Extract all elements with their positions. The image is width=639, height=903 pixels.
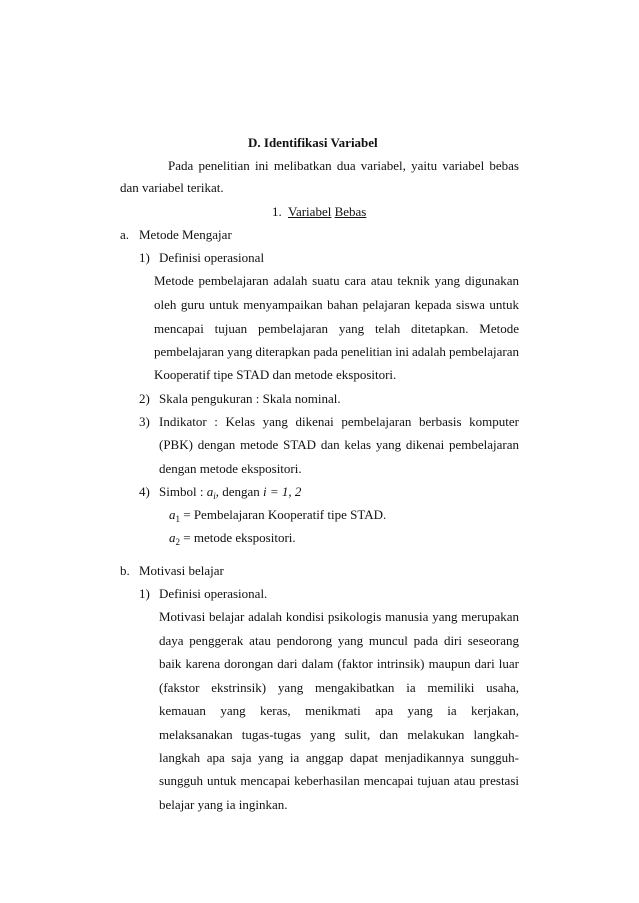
item-a2-text: Skala pengukuran : Skala nominal. xyxy=(159,391,341,406)
item-a1-line-1: Metode pembelajaran adalah suatu cara atau teknik yang digunakan xyxy=(154,273,519,288)
item-b1-line-6: melaksanakan tugas-tugas yang sulit, dan melakukan langkah- xyxy=(159,727,519,742)
item-b1-line-9: belajar yang ia inginkan. xyxy=(159,797,288,812)
item-a2-label: 2) xyxy=(139,391,150,406)
symbol-variable: a xyxy=(206,484,214,499)
item-a4-text xyxy=(159,484,301,500)
item-a1-line-5: Kooperatif tipe STAD dan metode ekspositori. xyxy=(154,367,397,382)
subsection-number: 1. xyxy=(272,204,282,219)
item-b1-line-7: langkah apa saja yang ia anggap dapat menjadikannya sungguh- xyxy=(159,750,519,765)
item-b1-title: Definisi operasional. xyxy=(159,586,268,601)
symbol-middle: , dengan xyxy=(215,484,263,499)
item-a3-line-2: (PBK) dengan metode STAD dan kelas yang dikenai pembelajaran xyxy=(159,437,519,452)
item-b-title: Motivasi belajar xyxy=(139,563,224,578)
subsection-title-word-2: Bebas xyxy=(334,204,367,219)
symbol-a2-var: a xyxy=(169,530,176,545)
item-a-title: Metode Mengajar xyxy=(139,227,232,242)
symbol-a2-line xyxy=(169,530,296,546)
item-a4-label: 4) xyxy=(139,484,150,499)
item-a3-label: 3) xyxy=(139,414,150,429)
symbol-a2-text: = metode ekspositori. xyxy=(180,530,296,545)
symbol-subscript: i xyxy=(213,491,216,501)
item-b1-line-1: Motivasi belajar adalah kondisi psikologis manusia yang merupakan xyxy=(159,609,519,624)
item-a1-label: 1) xyxy=(139,250,150,265)
item-b1-line-4: (fakstor ekstrinsik) yang mengakibatkan ia memiliki usaha, xyxy=(159,680,519,695)
symbol-index-expr: i = 1, 2 xyxy=(263,484,302,499)
symbol-a1-sub: 1 xyxy=(175,514,180,524)
symbol-a1-text: = Pembelajaran Kooperatif tipe STAD. xyxy=(180,507,387,522)
subsection-title-word-1: Variabel xyxy=(288,204,332,219)
subsection-title xyxy=(272,204,366,220)
item-a3-line-1: Indikator : Kelas yang dikenai pembelajaran berbasis komputer xyxy=(159,414,519,429)
item-a1-line-2: oleh guru untuk menyampaikan bahan pelajaran kepada siswa untuk xyxy=(154,297,519,312)
item-b-label: b. xyxy=(120,563,130,578)
item-b1-line-5: kemauan yang keras, menikmati apa yang ia kerjakan, xyxy=(159,703,519,718)
symbol-a1-line xyxy=(169,507,386,523)
item-a1-line-3: mencapai tujuan pembelajaran yang telah ditetapkan. Metode xyxy=(154,321,519,336)
item-b1-line-8: sungguh untuk mencapai keberhasilan mencapai tujuan atau prestasi xyxy=(159,773,519,788)
item-a3-line-3: dengan metode ekspositori. xyxy=(159,461,302,476)
item-a1-line-4: pembelajaran yang diterapkan pada penelitian ini adalah pembelajaran xyxy=(154,344,519,359)
symbol-prefix: Simbol : xyxy=(159,484,207,499)
section-heading: D. Identifikasi Variabel xyxy=(248,135,378,150)
item-a-label: a. xyxy=(120,227,130,242)
symbol-a2-sub: 2 xyxy=(175,537,180,547)
symbol-a1-var: a xyxy=(169,507,176,522)
intro-line-1: Pada penelitian ini melibatkan dua variabel, yaitu variabel bebas xyxy=(168,158,519,173)
item-b1-line-2: daya penggerak atau pendorong yang muncul pada diri seseorang xyxy=(159,633,519,648)
intro-line-2: dan variabel terikat. xyxy=(120,180,224,195)
item-a1-title: Definisi operasional xyxy=(159,250,265,265)
item-b1-line-3: baik karena dorongan dari dalam (faktor intrinsik) maupun dari luar xyxy=(159,656,519,671)
item-b1-label: 1) xyxy=(139,586,150,601)
